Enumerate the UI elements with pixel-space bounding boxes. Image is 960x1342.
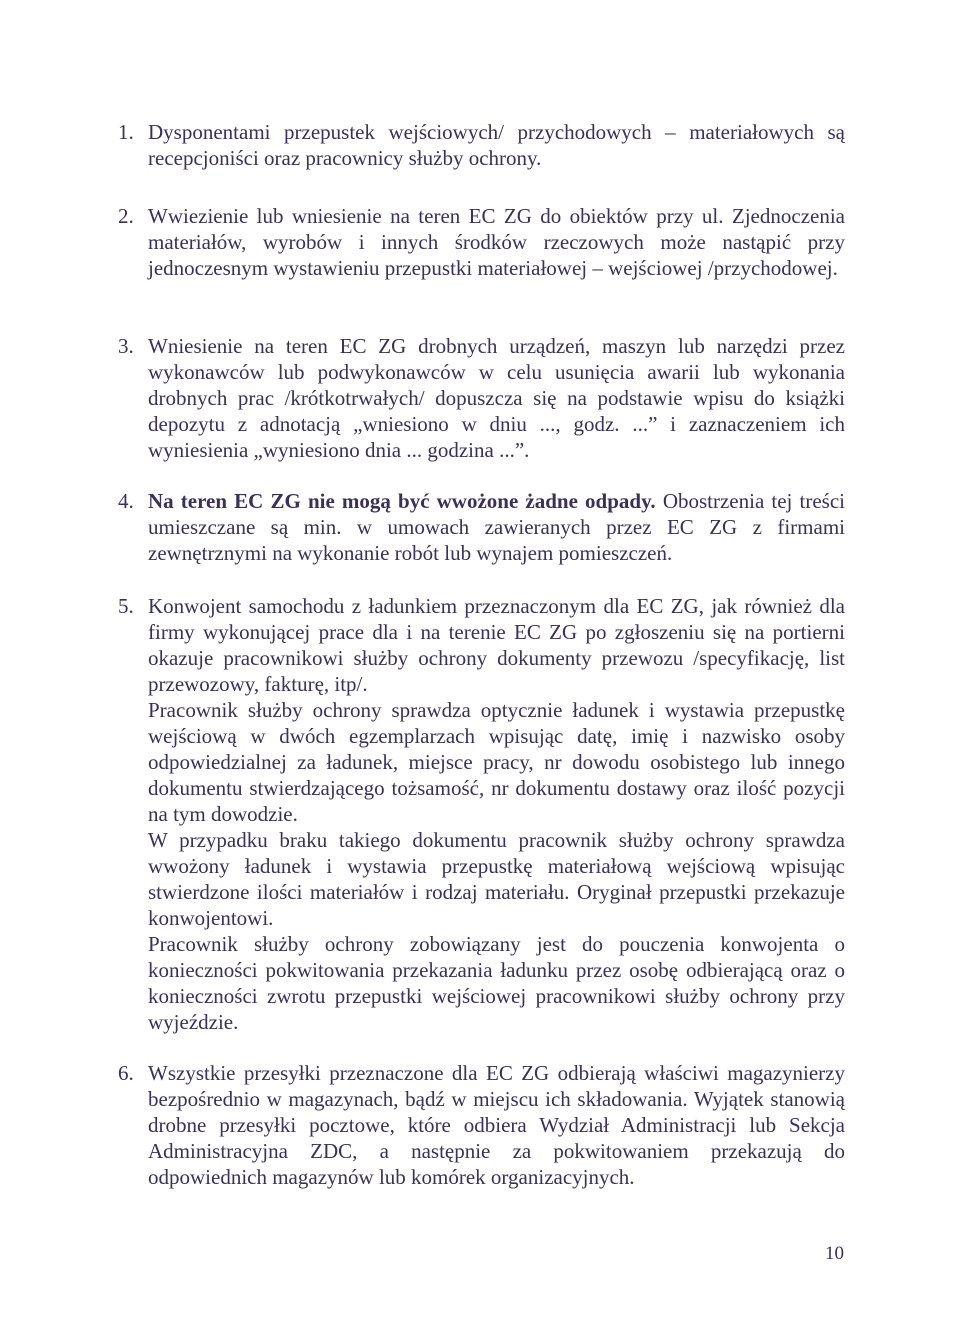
item-paragraph: Konwojent samochodu z ładunkiem przeznaczonym dla EC ZG, jak również dla firmy wykonującej prace dla i na terenie EC ZG po zgłoszeniu się na portierni okazuje pracownikowi służby ochrony dokumenty przewozu /specyfikację, list przewozowy, fakturę, itp/. — [148, 594, 845, 696]
item-text: Dysponentami przepustek wejściowych/ przychodowych – materiałowych są recepcjoniści oraz pracownicy służby ochrony. — [148, 120, 845, 170]
item-paragraph: Pracownik służby ochrony sprawdza optycznie ładunek i wystawia przepustkę wejściową w dwóch egzemplarzach wpisując datę, imię i nazwisko osoby odpowiedzialnej za ładunek, miejsce pracy, nr dowodu osobistego lub innego dokumentu stwierdzającego tożsamość, nr dokumentu dostawy oraz ilość pozycji na tym dowodzie. — [148, 698, 845, 826]
item-text-rest: Obostrzenia tej treści umieszczane są min. w umowach zawieranych przez EC ZG z firmami zewnętrznymi na wykonanie robót lub wynajem pomieszczeń. — [148, 489, 845, 565]
list-item-4 — [118, 488, 845, 566]
item-paragraph: W przypadku braku takiego dokumentu pracownik służby ochrony sprawdza wwożony ładunek i wystawia przepustkę materiałową wejściową wpisując stwierdzone ilości materiałów i rodzaj materiału. Oryginał przepustki przekazuje konwojentowi. — [148, 828, 845, 930]
page-number: 10 — [825, 1243, 844, 1264]
item-number: 6. — [118, 1061, 134, 1085]
list-item-3 — [118, 333, 845, 463]
list-item-5 — [118, 593, 845, 1035]
item-text: Wniesienie na teren EC ZG drobnych urządzeń, maszyn lub narzędzi przez wykonawców lub podwykonawców w celu usunięcia awarii lub wykonania drobnych prac /krótkotrwałych/ dopuszcza się na podstawie wpisu do książki depozytu z adnotacją „wniesiono w dniu ..., godz. ...” i zaznaczeniem ich wyniesienia „wyniesiono dnia ... godzina ...”. — [148, 334, 845, 462]
item-number: 4. — [118, 489, 134, 513]
item-text: Wszystkie przesyłki przeznaczone dla EC ZG odbierają właściwi magazynierzy bezpośrednio w magazynach, bądź w miejscu ich składowania. Wyjątek stanowią drobne przesyłki pocztowe, które odbiera Wydział Administracji lub Sekcja Administracyjna ZDC, a następnie za pokwitowaniem przekazują do odpowiednich magazynów lub komórek organizacyjnych. — [148, 1061, 845, 1189]
item-number: 2. — [118, 204, 134, 228]
item-text: Wwiezienie lub wniesienie na teren EC ZG do obiektów przy ul. Zjednoczenia materiałów, wyrobów i innych środków rzeczowych może nastąpić przy jednoczesnym wystawieniu przepustki materiałowej – wejściowej /przychodowej. — [148, 204, 845, 280]
list-item-2 — [118, 203, 845, 281]
item-number: 3. — [118, 334, 134, 358]
item-number: 5. — [118, 594, 134, 618]
item-text — [148, 488, 845, 566]
item-number: 1. — [118, 120, 134, 144]
list-item-1 — [118, 119, 845, 171]
list-item-6 — [118, 1060, 845, 1190]
item-bold-text: Na teren EC ZG nie mogą być wwożone żadne odpady. — [148, 489, 656, 513]
item-paragraph: Pracownik służby ochrony zobowiązany jest do pouczenia konwojenta o konieczności pokwitowania przekazania ładunku przez osobę odbierającą oraz o konieczności zwrotu przepustki wejściowej pracownikowi służby ochrony przy wyjeździe. — [148, 932, 845, 1034]
